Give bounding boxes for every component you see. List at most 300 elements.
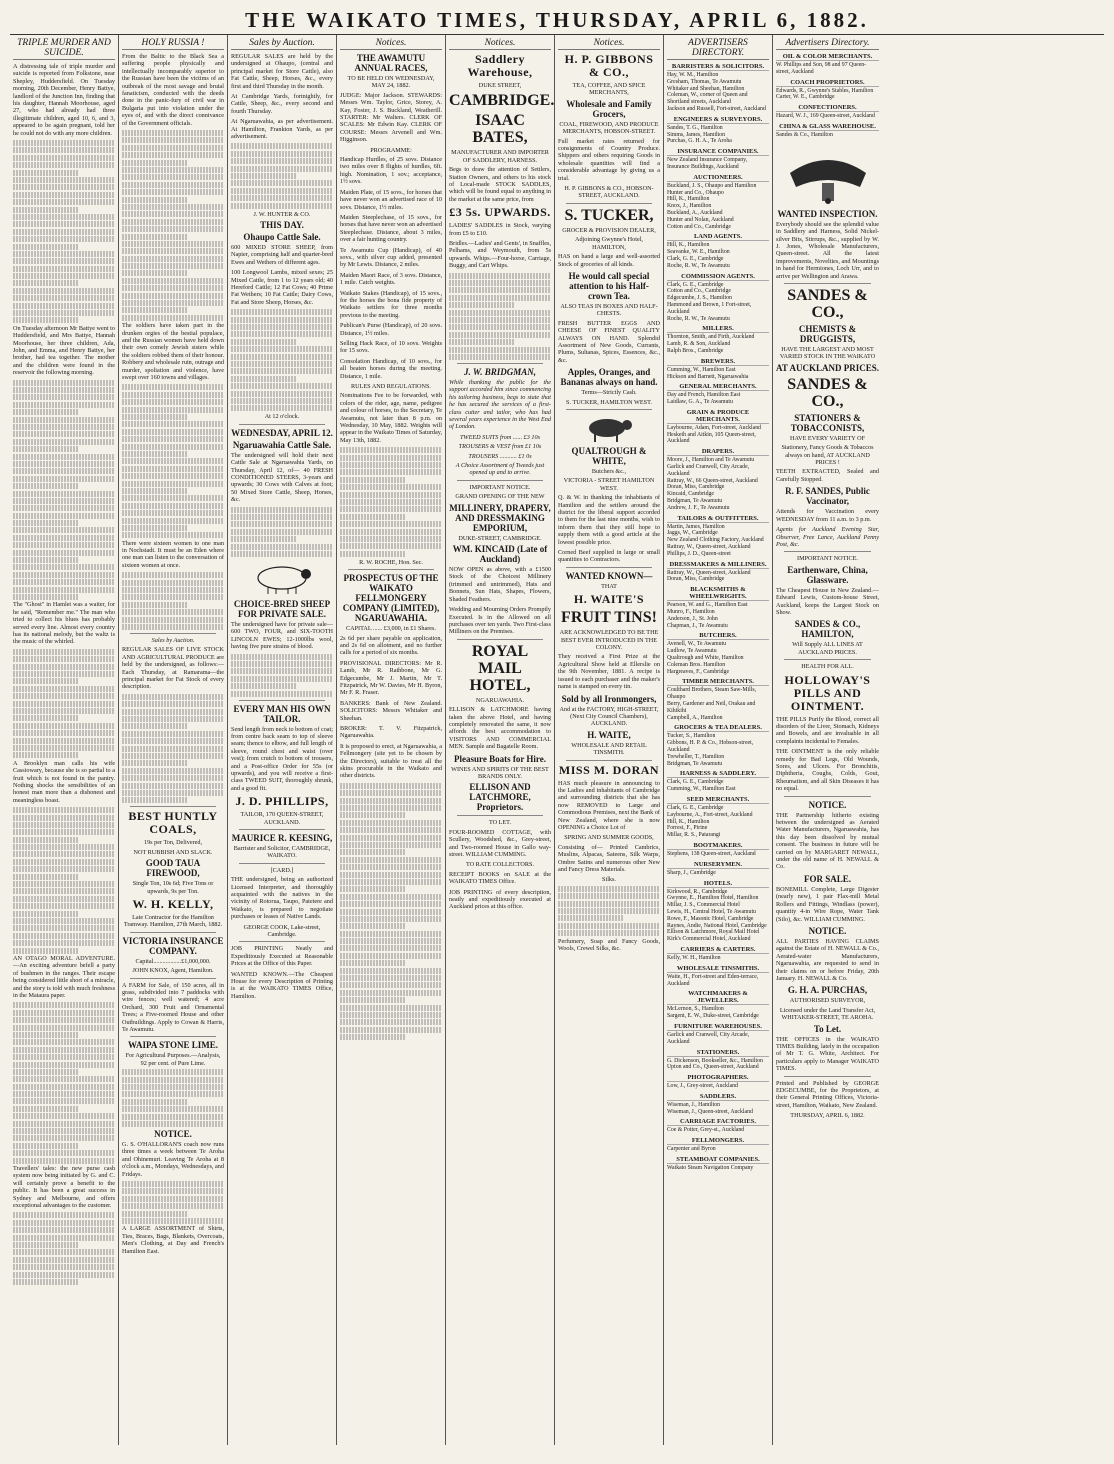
ad-signature: GEORGE COOK, Lake-street, Cambridge. (243, 923, 321, 939)
ad-text: And at the FACTORY, HIGH-STREET, (Next City Council Chambers), AUCKLAND. (559, 705, 659, 728)
text-filler (231, 143, 333, 208)
directory-entry: Trewheller, T., Hamilton (667, 753, 725, 760)
text-filler (13, 140, 115, 323)
ad-text: BANKERS: Bank of New Zealand. SOLICITORS: Messrs Whitaker and Sheehan. (340, 699, 442, 722)
text-filler (231, 309, 333, 411)
ad-text: Terms—Strictly Cash. (581, 389, 637, 397)
sheep-illustration (231, 561, 333, 595)
ad-text: Capital..................£1,000,000. (135, 957, 211, 965)
text-filler (122, 1069, 224, 1127)
directory-entry: Hickson and Barnett, Ngaruawahia (667, 373, 749, 380)
ad-headline: BEST HUNTLY COALS, (128, 809, 218, 837)
directory-entry: Sandes, T. G., Hamilton (667, 124, 723, 131)
text-filler (122, 572, 224, 630)
directory-entry: Rattray, W., Queen-street, Auckland (667, 569, 751, 576)
ad-text: Stationery, Fancy Goods & Tobaccos always on hand, AT AUCKLAND PRICES ! (781, 444, 874, 467)
directory-entry: Millar, J. S., Commercial Hotel (667, 902, 740, 909)
ad-headline: H. P. GIBBONS & CO., (564, 52, 654, 79)
newspaper-page (10, 6, 1104, 1450)
ad-headline: R. F. SANDES, Public Vaccinator, (785, 486, 870, 507)
directory-entry: Clark, G. E., Cambridge (667, 804, 724, 811)
ad-text: The Cheapest House in New Zealand.—Edward Lewis, Custom-house Street, Auckland, keeps the Largest Stock on Show. (776, 586, 879, 616)
divider (457, 815, 543, 816)
ad-text: HAVE EVERY VARIETY OF (790, 434, 865, 442)
directory-entry: Wiseman, J., Hamilton (667, 1101, 721, 1108)
ad-headline: MAURICE R. KEESING, (231, 832, 333, 843)
directory-entry: Buckland, J. S., Ohaupo and Hamilton (667, 182, 757, 189)
directory-entry: Kelly, W. H., Hamilton (667, 954, 721, 961)
directory-entry: Berry, Gardener and Neil, Orakau and Kihikihi (667, 701, 756, 714)
directory-entry: Hay, W. M., Hamilton (667, 72, 719, 78)
ad-headline: H. WAITE'S (573, 592, 645, 607)
directory-entry: Rattray, W., 66 Queen-street, Auckland (667, 477, 758, 484)
directory-heading: TAILORS & OUTFITTERS. (667, 515, 769, 523)
ad-text: DUKE-STREET, CAMBRIDGE. (458, 534, 542, 542)
ad-text: TEA, COFFEE, AND SPICE MERCHANTS, (572, 82, 646, 97)
article-paragraph: The soldiers have taken part in the drunken orgies of the bestial populace, and the Russian women have held down their own comely Jewish sisters while the soldiers robbed them of their honour. Robbery and wholesale ruin, outrage and murder, spoliation and violence, have swept over 160 towns and villages. (122, 322, 224, 382)
ad-text: IMPORTANT NOTICE. (469, 483, 531, 491)
directory-heading: WHOLESALE TINSMITHS. (667, 965, 769, 973)
ad-text: Butchers &c., (591, 467, 627, 475)
directory-entry: Hill, K., Hamilton (667, 818, 710, 825)
directory-entry: Coulthard Brothers, Steam Saw-Mills, Ohaupo (667, 687, 757, 701)
text-filler (13, 649, 115, 758)
directory-entry: Carter, W. E., Cambridge (776, 94, 835, 101)
ad-headline: NOTICE. (808, 925, 847, 936)
ad-signature: ELLISON AND LATCHMORE, Proprietors. (469, 782, 531, 813)
directory-heading: BOOTMAKERS. (667, 842, 769, 850)
race-entry: Waikato Stakes (Handicap), of 15 sovs., for the horses the bona fide property of Waikato settlers for three months previous to the meeting. (340, 289, 442, 319)
article-paragraph: On Tuesday afternoon Mr Battye went to Huddersfield, and Mrs Battye, Hannah Moorhouse, her three children, Ada, John, and Emma, and Henry Battye, her brother, had tea together. The mother and the children were found in the reservoir the following morning. (13, 324, 115, 377)
divider (457, 480, 543, 481)
ad-text: MANUFACTURER AND IMPORTER OF SADDLERY, HARNESS. (451, 149, 549, 164)
directory-entry: Waite, H., Fort-street and Eden-terrace, Auckland (667, 973, 759, 987)
ad-text: A FARM for Sale, of 150 acres, all in grass, subdivided into 7 paddocks with wire fences; well watered; 4 acre Orchard, 300 Fruit and Ornamental Trees; a Five-roomed House and other Outbuildings. Apply to Cowan & Harris, Te Awamutu. (122, 981, 224, 1034)
divider (239, 700, 325, 701)
directory-heading: GRAIN & PRODUCE MERCHANTS. (667, 409, 769, 424)
directory-entry: Hargreaves, F., Cambridge (667, 668, 730, 675)
ad-headline: THE AWAMUTU ANNUAL RACES, (354, 53, 428, 73)
directory-heading: GROCERS & TEA DEALERS. (667, 724, 769, 732)
directory-entry: Knox, J., Hamilton (667, 203, 712, 210)
ad-headline: Wholesale and Family Grocers, (566, 98, 652, 119)
directory-entry: Ralph Bros., Cambridge (667, 347, 724, 354)
ad-headline: Pleasure Boats for Hire. (454, 753, 546, 764)
directory-entry: Purchas, G. H. A., Te Aroha (667, 138, 732, 145)
ad-headline: VICTORIA INSURANCE COMPANY. (122, 935, 224, 956)
directory-heading: BARRISTERS & SOLICITORS. (667, 63, 769, 71)
directory-entry: Cumming, W., Hamilton East (667, 786, 736, 793)
ad-text: HAVE THE LARGEST AND MOST VARIED STOCK IN THE WAIKATO (779, 346, 876, 361)
directory-entry: Sargent, E. W., Duke-street, Cambridge (667, 1013, 759, 1020)
directory-entry: Bridgman, Te Awamutu (667, 498, 723, 505)
directory-entry: Avenell, W., Te Awamutu (667, 641, 727, 648)
ad-text: VICTORIA - STREET HAMILTON WEST. (563, 477, 655, 492)
ad-text: [CARD.] (270, 866, 294, 874)
directory-entry: G. Dickenson, Bookseller, &c., Hamilton (667, 1057, 763, 1064)
ad-headline: Sold by all Ironmongers, (561, 693, 657, 704)
ad-headline: CAMBRIDGE. (449, 92, 555, 110)
ad-signature: R. W. ROCHE, Hon. Sec. (359, 558, 423, 566)
ad-text: WINES AND SPIRITS OF THE BEST BRANDS ONLY. (451, 765, 549, 780)
ad-text: 2s 6d per share payable on application, and 2s 6d on allotment, and no further calls for a period of six months. (340, 634, 442, 657)
directory-entry: Anderson, J., St. John (667, 615, 718, 622)
advertisers-directory (667, 63, 769, 1172)
saddle-illustration (776, 143, 879, 205)
directory-entry: Raynes, Andie, National Hotel, Cambridge (667, 922, 767, 929)
directory-heading: DRESSMAKERS & MILLINERS. (667, 561, 769, 569)
directory-entry: Roche, R. W., Te Awamutu (667, 262, 730, 269)
divider (566, 409, 652, 410)
race-entry: Maiden Plate, of 15 sovs., for horses that have never won an advertised race of 10 sovs. Distance, 1½ miles. (340, 188, 442, 211)
directory-heading: AUCTIONEERS. (667, 174, 769, 182)
ad-signature: J. W. HUNTER & CO. (253, 210, 311, 218)
ad-text: Will Supply ALL LINES AT AUCKLAND PRICES. (792, 641, 863, 656)
column-header: Advertisers Directory. (776, 38, 879, 50)
ad-text: WANTED KNOWN.—The Cheapest House for every Description of Printing is at the WAIKATO TIMES Office, Hamilton. (231, 970, 333, 1000)
text-filler (122, 130, 224, 321)
directory-entry: Coe & Potter, Grey-st., Auckland (667, 1127, 745, 1134)
ad-text: A Choice Assortment of Tweeds just opened up and to arrive. (455, 462, 545, 477)
columns (10, 35, 1104, 1445)
directory-entry: Martin, James, Hamilton (667, 523, 725, 530)
text-filler (231, 507, 333, 557)
directory-entry: Laybourne, A., Fort-street, Auckland (667, 811, 753, 818)
directory-entry: Doran, Miss, Cambridge (667, 576, 725, 583)
directory-entry: Rowe, F., Masonic Hotel, Cambridge (667, 915, 754, 922)
ad-text: COAL, FIREWOOD, AND PRODUCE MERCHANTS, HOBSON-STREET. (559, 120, 659, 136)
directory-entry: Andrew, J. F., Te Awamutu (667, 504, 730, 511)
ad-text: While thanking the public for the support accorded him since commencing his tailoring business, begs to state that he has secured the services of a first-class cutter and tailor, who has had several years experience in the West End of London. (449, 378, 551, 431)
divider (457, 363, 543, 364)
ad-text: THE OINTMENT is the only reliable remedy for Bad Legs, Old Wounds, Sores, and Ulcers. For Bronchitis, Diphtheria, Coughs, Colds, Gout, Rheumatism, and all Skin Diseases it has no equal. (776, 748, 879, 793)
directory-entry: Gresham, Thomas, Te Awamutu (667, 78, 742, 85)
ad-headline: THIS DAY. (260, 220, 304, 230)
directory-heading: TIMBER MERCHANTS. (667, 678, 769, 686)
directory-entry: Wiseman, J., Queen-street, Auckland (667, 1108, 753, 1115)
text-filler (231, 654, 333, 697)
directory-entry: Sharp, J., Cambridge (667, 869, 716, 876)
ad-text: A LARGE ASSORTMENT of Shirts, Ties, Braces, Bags, Blankets, Overcoats, Men's Clothing, at Day and French's Hamilton East. (122, 1225, 224, 1255)
divider (130, 978, 216, 979)
divider (239, 829, 325, 830)
divider (239, 941, 325, 942)
text-filler (122, 384, 224, 538)
price-line: TWEED SUITS from ...... £3 10s (459, 433, 541, 441)
directory-entry: Forrest, F., Pirine (667, 825, 708, 832)
directory-heading: FURNITURE WAREHOUSES. (667, 1023, 769, 1031)
ad-headline: NOTICE. (808, 799, 847, 810)
directory-entry: Whitaker and Sheehan, Hamilton (667, 85, 745, 92)
directory-entry: Jaggs, W., Cambridge (667, 530, 718, 537)
divider (784, 283, 871, 284)
column-header: TRIPLE MURDER AND SUICIDE. (13, 38, 115, 60)
ad-text: At Cambridge Yards, fortnightly, for Cattle, Sheep, &c., every second and fourth Thursday. (231, 93, 333, 115)
directory-entry: Moore, J., Hamilton and Te Awamutu (667, 457, 755, 464)
ad-headline: STATIONERS & TOBACCONISTS, (790, 412, 865, 433)
ad-text: Attends for Vaccination every WEDNESDAY from 11 a.m. to 3 p.m. (776, 508, 879, 523)
ad-text: Everybody should see the splendid value in Saddlery and Harness, Solid Nickel-silver Bits, Stirrups, &c., supplied by W. J. Jones, Wholesale Manufacturers, Queen-street. All the latest improvements, Novelties, and Mountings in hand for Hermiones, Loch Urr, and to arrive per Wellington and Arawa. (776, 220, 879, 280)
ad-headline: EVERY MAN HIS OWN TAILOR. (233, 703, 331, 724)
directory-heading: SADDLERS. (667, 1093, 769, 1101)
section-heading: Sales by Auction. (151, 637, 195, 645)
column-4 (337, 35, 446, 1445)
directory-heading: BUTCHERS. (667, 632, 769, 640)
ad-text: SPRING AND SUMMER GOODS, (564, 834, 654, 842)
ad-price: £3 5s. UPWARDS. (449, 205, 551, 220)
directory-heading: CARRIAGE FACTORIES. (667, 1118, 769, 1126)
ad-headline: He would call special attention to his Half-crown Tea. (568, 270, 650, 301)
ad-headline: S. TUCKER, (564, 206, 654, 224)
ad-text: Agents for Auckland Evening Star, Observer, Free Lance, Auckland Penny Post, &c. (776, 526, 879, 548)
article-paragraph: From the Baltic to the Black Sea a suffering people physically and intellectually incomparably superior to the Russian have been the victims of an outbreak of the most savage and brutal fanaticism, conducted with the deeds done in the panic-fury of civil war in Bulgaria put into violation under the eyes of, and with the direct connivance of the Government officials. (122, 53, 224, 127)
directory-entry: Low, J., Grey-street, Auckland (667, 1083, 738, 1090)
ad-text: Corned Beef supplied in large or small quantities to Contractors. (558, 549, 660, 564)
ad-headline: CHOICE-BRED SHEEP FOR PRIVATE SALE. (233, 598, 331, 619)
column-header: ADVERTISERS DIRECTORY. (667, 38, 769, 60)
directory-heading: SEED MERCHANTS. (667, 796, 769, 804)
column-3 (228, 35, 337, 1445)
directory-heading: LAND AGENTS. (667, 233, 769, 241)
ad-text: At 12 o'clock. (264, 413, 300, 421)
ad-text: The undersigned have for private sale— 600 TWO, FOUR, and SIX-TOOTH LINCOLN EWES; 12-1000lbs wool, having five pure strains of blood. (231, 620, 333, 651)
directory-heading: CONFECTIONERS. (776, 104, 879, 112)
directory-entry: Kirkwood, R., Cambridge (667, 888, 728, 895)
ad-headline: GOOD TAUA FIREWOOD, (145, 858, 201, 879)
ad-headline: J. W. BRIDGMAN, (464, 366, 536, 377)
ad-text: WHOLESALE AND RETAIL TINSMITH. (571, 741, 647, 757)
directory-entry: Laidlaw, G. A., Te Awamutu (667, 399, 733, 406)
ad-headline: SANDES & CO., (787, 375, 868, 410)
ad-signature: H. P. GIBBONS & CO., HOBSON-STREET, AUCKLAND. (564, 185, 654, 200)
directory-entry: Bridgman, Te Awamutu (667, 760, 723, 767)
ad-text: For Agricultural Purposes.—Analysis, 92 per cent. of Pure Lime. (125, 1052, 221, 1067)
directory-entry: Lamb, R. & Son, Auckland (667, 341, 731, 348)
directory-entry: Campbell, A., Hamilton (667, 714, 723, 721)
ad-text: PROGRAMME: (370, 146, 412, 154)
text-filler (122, 1181, 224, 1224)
ad-text: RECEIPT BOOKS on SALE at the WAIKATO TIMES Office. (449, 870, 551, 886)
ad-headline: MILLINERY, DRAPERY, AND DRESSMAKING EMPORIUM, (449, 502, 551, 533)
ad-headline: PROSPECTUS OF THE WAIKATO FELLMONGERY COMPANY (LIMITED), NGARUAWAHIA. (342, 573, 440, 624)
column-header: Notices. (558, 38, 660, 50)
ad-text: JOB PRINTING of every description, neatly and expeditiously executed at Auckland prices at this office. (449, 888, 551, 911)
directory-entry: Garlick and Cranwell, City Arcade, Auckland (667, 464, 750, 477)
ad-text: DUKE STREET, (478, 82, 522, 89)
directory-entry: Tucker, S., Hamilton (667, 733, 716, 740)
text-filler (13, 1212, 115, 1285)
ad-headline: QUALTROUGH & WHITE, (571, 445, 647, 466)
ad-text: 100 Longwool Lambs, mixed sexes; 25 Mixed Cattle, from 1 to 12 years old; 40 Hereford Cattle; 12 Fat Cows; 40 Prime Fat Wethers; 10 Fat Cattle; Dairy Cows, Fat and Store Sheep, Horses, &c. (231, 269, 333, 306)
directory-entry: Gibbons, H. P. & Co., Hobson-street, Auckland (667, 740, 754, 753)
directory-entry: Cumming, W., Hamilton East (667, 366, 736, 373)
price-line: TROUSERS ........... £1 0s (468, 452, 532, 460)
column-5 (446, 35, 555, 1445)
directory-entry: New Zealand Insurance Company, Insurance Buildings, Auckland (667, 157, 748, 170)
column-header: Notices. (449, 38, 551, 50)
column-1 (10, 35, 119, 1445)
directory-entry: Lewis, H., Central Hotel, Te Awamutu (667, 908, 756, 915)
ad-text: PROVISIONAL DIRECTORS: Mr R. Lamb, Mr R. Rathbone, Mr G. Edgecumbe, Mr J. Martin, Mr T. Fitzpatrick, Mr W. Davies, Mr H. Byron, Mr F. R. Fraser. (340, 659, 442, 697)
directory-heading: MILLERS. (667, 325, 769, 333)
ad-headline: G. H. A. PURCHAS, (787, 985, 868, 996)
ad-headline: W. H. KELLY, (132, 896, 214, 911)
directory-entry: Hunter and Nolan, Auckland (667, 216, 734, 223)
directory-entry: W. Phillips and Son, 98 and 97 Queen-street, Auckland (776, 62, 867, 75)
ad-text: THE OFFICES in the WAIKATO TIMES Building, lately in the occupation of Mr T. G. White, Architect. For particulars apply to Manager WAIKATO TIMES. (776, 1035, 879, 1073)
price-line: TROUSERS & VEST from £1 10s (458, 443, 542, 451)
directory-entry: Day and French, Hamilton East (667, 392, 741, 399)
directory-entry: Edgecumbe, J. S., Hamilton (667, 295, 732, 302)
directory-entry: Cotton and Co., Cambridge (667, 223, 731, 230)
directory-heading: INSURANCE COMPANIES. (667, 148, 769, 156)
column-7 (664, 35, 773, 1445)
ox-illustration (558, 414, 660, 442)
column-header: Sales by Auction. (231, 38, 333, 50)
ad-headline: J. D. PHILLIPS, (235, 794, 329, 809)
directory-entry: Seavanke, W. E., Hamilton (667, 249, 730, 256)
ad-headline: SANDES & CO., (787, 287, 868, 322)
directory-entry: Waikato Steam Navigation Company (667, 1165, 754, 1172)
directory-entry: New Zealand Clothing Factory, Auckland (667, 537, 764, 544)
ad-text: FRESH BUTTER EGGS AND CHEESE OF FINEST QUALITY ALWAYS ON HAND. Splendid Assortment of New Goods, Currants, Plums, Sultanas, Spices, Essences, &c., &c. (558, 319, 660, 364)
ad-text: FOUR-ROOMED COTTAGE, with Scullery, Woodshed, &c., Grey-street, and Two-roomed House in Gallo way-street. WILLIAM CUMMING. (449, 828, 551, 859)
directory-entry: Carpenter and Byron (667, 1146, 716, 1153)
ad-headline: NOTICE. (154, 1128, 192, 1139)
directory-heading: NURSERYMEN. (667, 861, 769, 869)
race-entry: Maiden Steeplechase, of 15 sovs., for horses that have never won an advertised Steeplechase. Distance, about 3 miles, over a fair hunting country. (340, 213, 442, 244)
divider (130, 1036, 216, 1037)
ad-headline: To Let. (813, 1023, 842, 1034)
directory-entry: Clark, G. E., Cambridge (667, 779, 724, 786)
advertisers-directory (776, 53, 879, 139)
directory-heading: PHOTOGRAPHERS. (667, 1074, 769, 1082)
directory-entry: Hill, K., Hamilton (667, 196, 710, 203)
directory-entry: Hesketh and Aitkin, 105 Queen-street, Auckland (667, 431, 756, 445)
article-paragraph: Travellers' tales: the new purse cash system now being initiated by G. and C. will certainly prove a benefit to the public. It has been a great success in Sydney and Melbourne, and offers exceptional advantages to the customer. (13, 1164, 115, 1209)
ad-text: Silks. (602, 876, 616, 884)
masthead: THE WAIKATO TIMES, THURSDAY, APRIL 6, 1882. (10, 6, 1104, 35)
article-paragraph: AN OTAGO MORAL ADVENTURE.—An exciting adventure befell a party of bushmen in the ranges. Their escape being considered little short of a miracle, and the story is told with much freshness in the Mataura paper. (13, 954, 115, 999)
ad-text: NOT RUBBISH AND SLACK. (133, 848, 213, 856)
divider (130, 633, 216, 634)
directory-entry: Cotton and Co., Cambridge (667, 288, 731, 295)
column-header: Notices. (340, 38, 442, 50)
imprint: Printed and Published by GEORGE EDGECUMBE, for the Proprietors, at their General Printing Offices, Victoria-street, Hamilton, Waikato, New Zealand. (776, 1079, 879, 1109)
ad-text: JOHN KNOX, Agent, Hamilton. (132, 967, 214, 975)
text-filler (449, 273, 551, 360)
divider (566, 567, 652, 568)
directory-entry: Kincaid, Cambridge (667, 491, 715, 498)
ad-text: Single Ton, 10s 6d; Five Tons or upwards, 9s per Ton. (132, 880, 214, 895)
ad-headline: H. WAITE, (587, 729, 631, 740)
article-paragraph: The "Ghost" in Hamlet was a waiter, for he said, "Remember me." The man who tried to collect his blues has probably served every line. Almost every country has its national melody, but the waltz is the music of the whirled. (13, 601, 115, 646)
ad-text: THE PILLS Purify the Blood, correct all disorders of the Liver, Stomach, Kidneys and Bowels, and are invaluable in all complaints incidental to Females. (776, 715, 879, 745)
divider (239, 424, 325, 425)
divider (566, 760, 652, 761)
ad-text: THE undersigned, being an authorized Licensed Interpreter, and thoroughly acquainted with the natives in the vicinity of Rotorua, Taupo, Patetere and Waikato, is prepared to negotiate purchases or leases of Native Lands. (231, 876, 333, 921)
ad-text: THAT (601, 582, 617, 590)
directory-entry: Doran, Miss, Cambridge (667, 484, 725, 491)
ad-headline: ISAAC BATES, (472, 112, 528, 147)
directory-entry: Coleman, W., corner of Queen and Shortland streets, Auckland (667, 92, 748, 106)
directory-heading: FELLMONGERS. (667, 1137, 769, 1145)
directory-heading: GENERAL MERCHANTS. (667, 383, 769, 391)
text-filler (558, 886, 660, 936)
directory-heading: WATCHMAKERS & JEWELLERS. (667, 990, 769, 1005)
article-paragraph: A Brooklyn man calls his wife Cassiowary, because she is so partial to a fruit which is not found in the pantry. Nothing shocks the sensibilities of an honest man more than a dishonest and meaningless boast. (13, 759, 115, 804)
divider (784, 796, 871, 797)
ad-text: 19s per Ton, Delivered, (143, 839, 203, 847)
ad-headline: MISS M. DORAN (558, 762, 660, 777)
ad-text: Barrister and Solicitor, CAMBRIDGE, WAIKATO. (233, 844, 331, 860)
ad-text: Full market rates returned for consignments of Country Produce. Shippers and others requiring Goods in wholesale quantities will find a considerable advantage by giving us a trial. (558, 137, 660, 182)
ad-headline: Earthenware, China, Glassware. (787, 564, 868, 585)
directory-entry: Clark, G. E., Cambridge (667, 255, 724, 262)
divider (566, 203, 652, 204)
directory-heading: COMMISSION AGENTS. (667, 273, 769, 281)
ad-headline: Apples, Oranges, and Bananas always on hand. (560, 367, 658, 388)
ad-text: ARE ACKNOWLEDGED TO BE THE BEST EVER INTRODUCED IN THE COLONY. (559, 629, 659, 652)
ad-headline: Saddlery Warehouse, (467, 52, 533, 79)
directory-entry: Rattray, W., Queen-street, Auckland (667, 544, 751, 551)
race-entry: Handicap Hurdles, of 25 sovs. Distance two miles over 8 flights of hurdles, 6ft. high. Nomination, 1 sov.; acceptance, 1½ sovs. (340, 156, 442, 186)
race-entry: Selling Hack Race, of 10 sovs. Weights for 15 sovs. (340, 340, 442, 355)
directory-entry: Munro, F., Hamilton (667, 609, 715, 616)
ad-text: Begs to draw the attention of Settlers, Station Owners, and others to his stock of Local-made STOCK SADDLES, which will be found equal to anything in the market at the same price, from (449, 166, 551, 203)
directory-entry: Roche, R. W., Te Awamutu (667, 315, 730, 322)
race-entry: Consolation Handicap, of 10 sovs., for all beaten horses during the meeting. Distance, 1 mile. (340, 357, 442, 380)
divider (457, 639, 543, 640)
divider (348, 569, 434, 570)
column-header: HOLY RUSSIA ! (122, 38, 224, 50)
ad-headline: WANTED INSPECTION. (777, 208, 878, 219)
divider (784, 1076, 871, 1077)
directory-entry: Hunter and Co., Ohaupo (667, 189, 724, 196)
directory-heading: COACH PROPRIETORS. (776, 79, 879, 87)
ad-text: 600 MIXED STORE SHEEP, from Napier, comprising half and quarter-bred Ewes and Wethers of different ages. (231, 244, 333, 266)
ad-text: Bridles.—Ladies' and Gents', in Snaffles, Pelhams, and Weymouth, from 5s upwards. Whips.—Four-horse, Carriage, Buggy, and Cart Whips. (449, 240, 551, 270)
ad-headline: FOR SALE. (803, 873, 851, 884)
imprint-date: THURSDAY, APRIL 6, 1882. (790, 1112, 865, 1120)
ad-text: They received a First Prize at the Agricultural Show held at Ellerslie on the 9th November, 1881. A recipe is issued to each purchaser and the maker's name is stamped on every tin. (558, 653, 660, 691)
directory-heading: HARNESS & SADDLERY. (667, 770, 769, 778)
ad-text: JUDGE: Major Jackson. STEWARDS: Messrs Wm. Taylor, Grice, Storey, A. Kay, Foster, J. S. Buckland, Weatherill. STARTER: Mr Walters. CLERK OF SCALES: Mr Edwin Kay. CLERK OF COURSE: Messrs Arvenell and Wm. Higginson. (340, 91, 442, 144)
text-filler (13, 380, 115, 600)
ad-text: Late Contractor for the Hamilton Tramway. Hamilton, 27th March, 1882. (123, 913, 223, 929)
directory-entry: Upton and Co., Queen-street, Auckland (667, 1064, 759, 1071)
directory-entry: Garlick and Cranwell, City Arcade, Auckland (667, 1031, 750, 1045)
directory-entry: Simms, James, Hamilton (667, 131, 725, 138)
directory-entry: Chapman, J., Te Awamutu (667, 622, 728, 629)
directory-heading: BREWERS. (667, 358, 769, 366)
ad-text: GRAND OPENING OF THE NEW (455, 493, 545, 501)
directory-entry: Sandes & Co., Hamilton (776, 131, 833, 138)
ad-text: GROCER & PROVISION DEALER, (562, 226, 656, 234)
ad-text: BROKER: T. V. Fitzpatrick, Ngaruawahia. (340, 725, 442, 740)
text-filler (13, 807, 115, 953)
directory-entry: Jackson and Russell, Fort-street, Auckland (667, 105, 766, 112)
ad-text: Licensed under the Land Transfer Act, WHITAKER-STREET, TE AROHA. (779, 1006, 876, 1022)
ad-text: The undersigned will hold their next Cattle Sale at Ngaruawahia Yards, on Thursday, April 12, of— 40 FRESH CONDITIONED STEERS, 3-years and upwards; 30 Cows with Calves at foot; 50 Mixed Store Cattle, Sheep, Horses, &c. (231, 451, 333, 504)
ad-text: At Ngaruawahia, as per advertisement. At Hamilton, Frankton Yards, as per advertisement. (231, 118, 333, 141)
ad-text: HAS on hand a large and well-assorted Stock of groceries of all kinds. (558, 253, 660, 268)
directory-heading: STATIONERS. (667, 1049, 769, 1057)
directory-heading: DRAPERS. (667, 448, 769, 456)
ad-headline: Ohaupo Cattle Sale. (243, 232, 321, 242)
divider (130, 806, 216, 807)
text-filler (13, 1002, 115, 1163)
